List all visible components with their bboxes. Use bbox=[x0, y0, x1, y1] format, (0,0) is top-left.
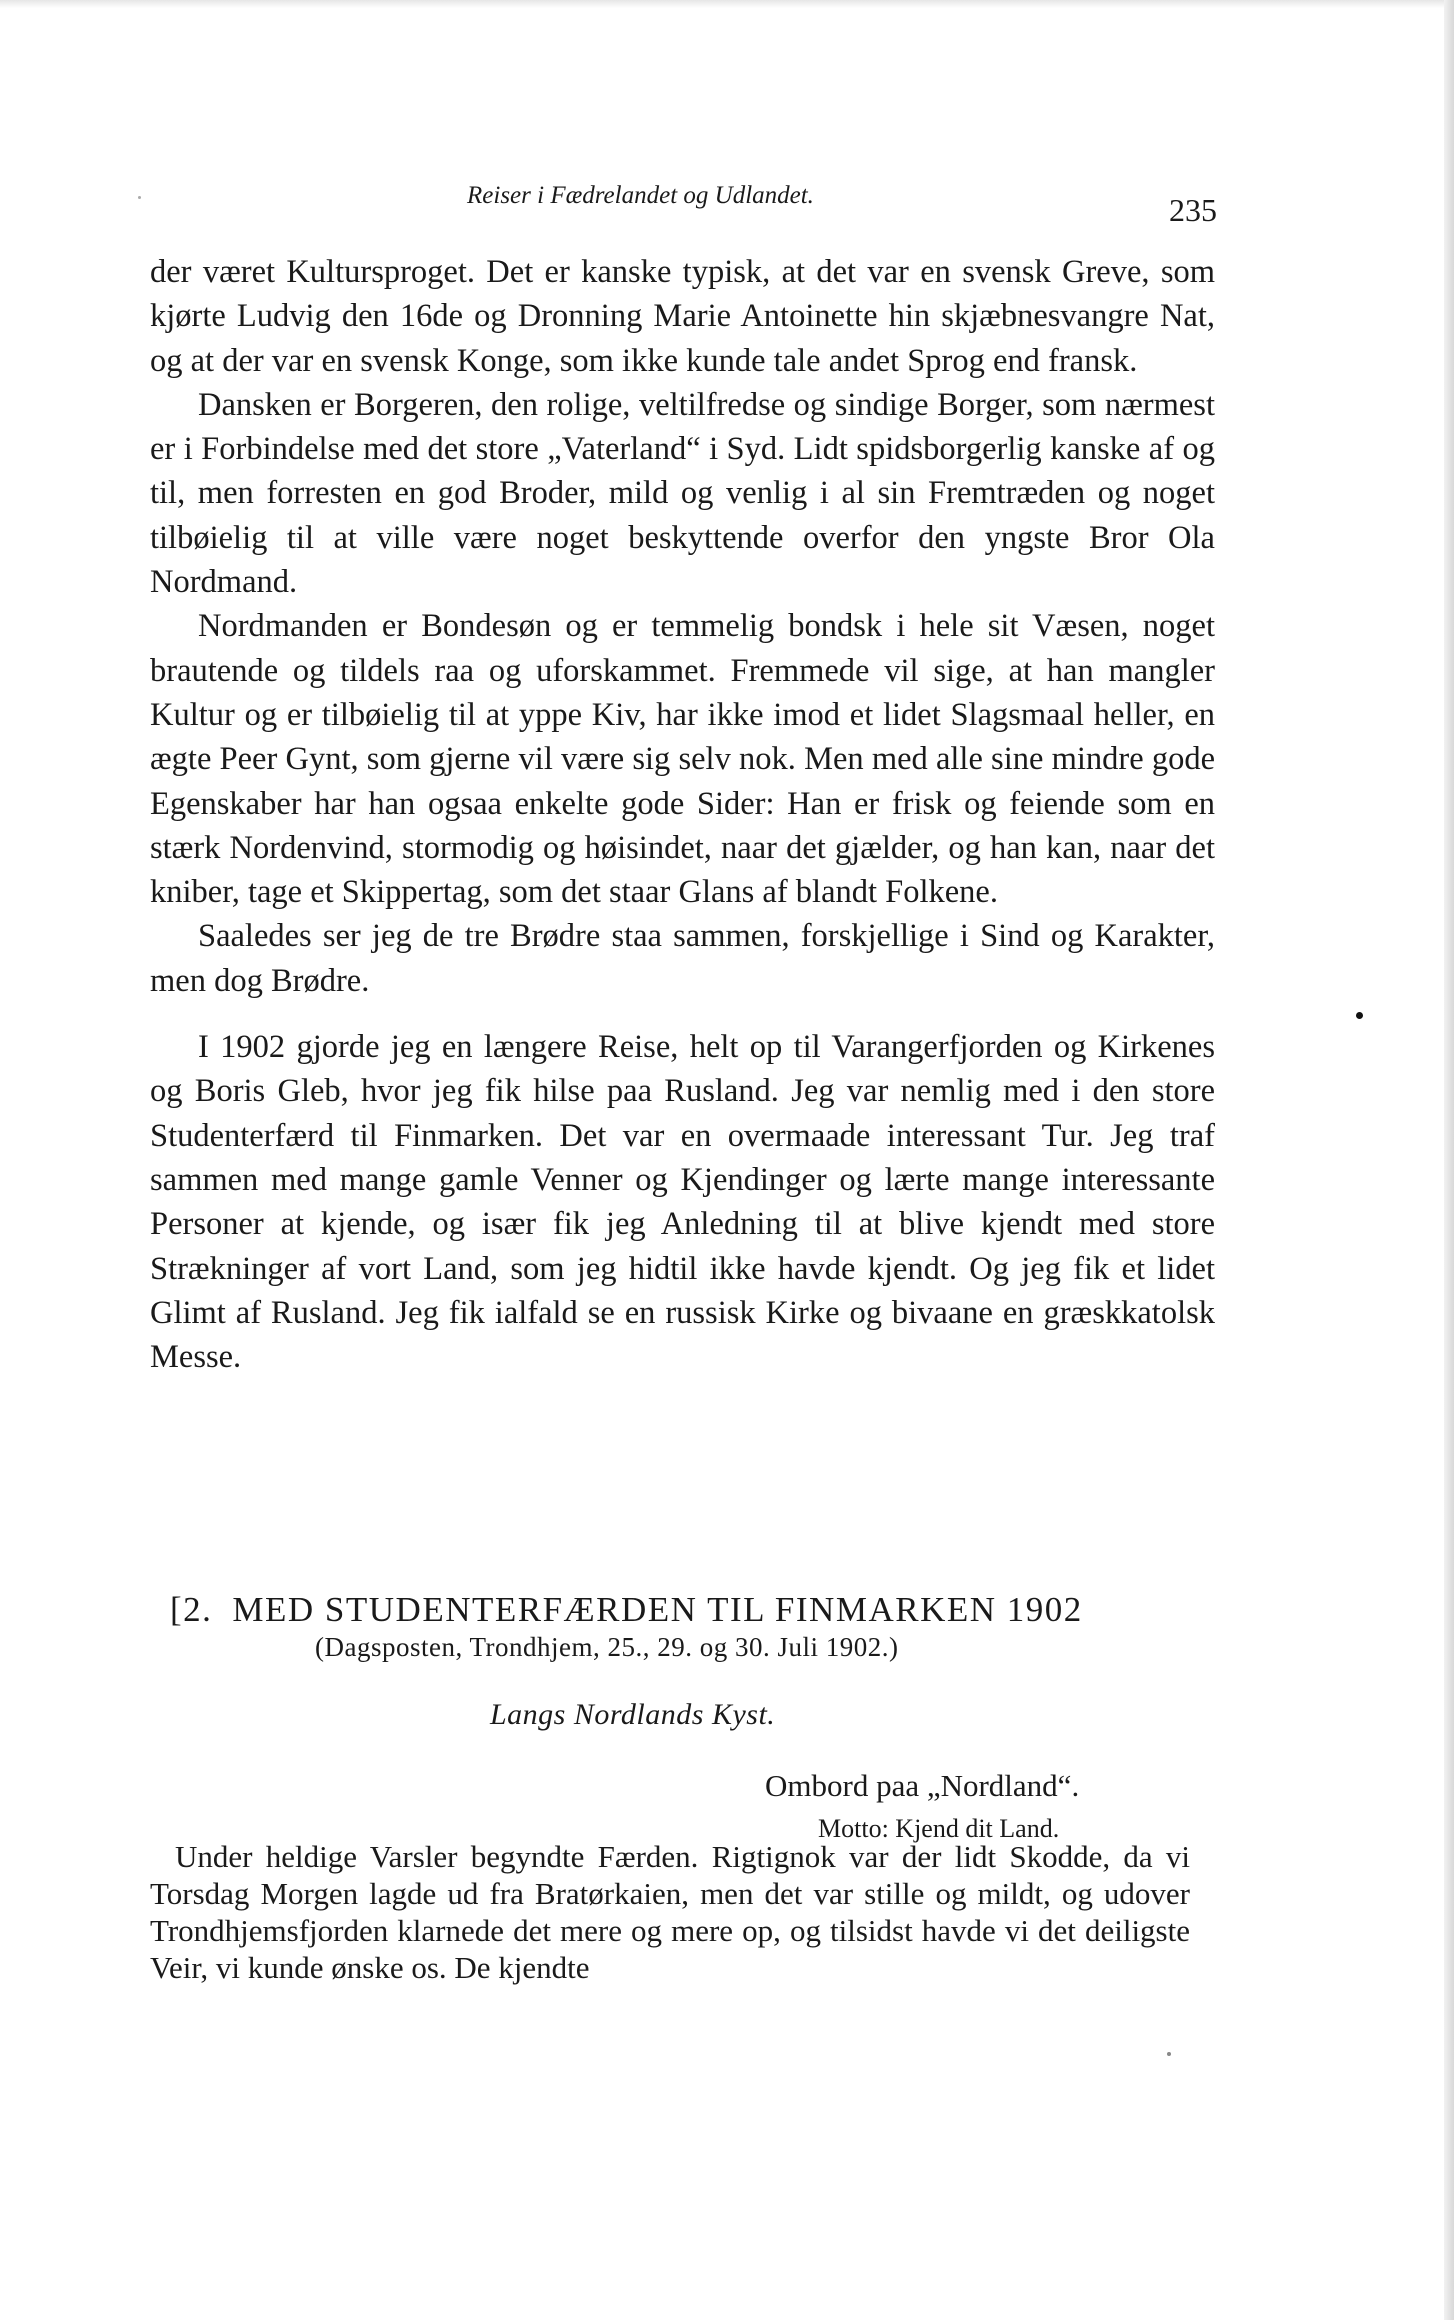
section-header bbox=[170, 1590, 1170, 1663]
section-number: [2. bbox=[170, 1590, 213, 1629]
paragraph: Dansken er Borgeren, den rolige, veltilfredse og sindige Borger, som nærmest er i Forbindelse med det store „Vaterland“ i Syd. Lidt spidsborgerlig kanske af og til, men forresten en god Broder, mild og venlig i al sin Fremtræden og noget tilbøielig til at ville være noget beskyttende overfor den yngste Bror Ola Nordmand. bbox=[150, 386, 1215, 601]
page-number: 235 bbox=[1169, 192, 1217, 228]
ink-speck bbox=[1356, 1012, 1363, 1019]
section-body bbox=[150, 1838, 1190, 1986]
running-title: Reiser i Fædrelandet og Udlandet. bbox=[467, 182, 814, 209]
ink-speck bbox=[1167, 2052, 1171, 2056]
dateline: Ombord paa „Nordland“. bbox=[765, 1768, 1080, 1803]
subheading: Langs Nordlands Kyst. bbox=[490, 1698, 776, 1731]
body-text bbox=[150, 250, 1215, 1379]
paragraph: der været Kultursproget. Det er kanske typisk, at det var en svensk Greve, som kjørte Ludvig den 16de og Dronning Marie Antoinette hin skjæbnesvangre Nat, og at der var en svensk Konge, som ikke kunde tale andet Sprog end fransk. bbox=[150, 254, 1215, 379]
paragraph: I 1902 gjorde jeg en længere Reise, helt op til Varangerfjorden og Kirkenes og Boris Gleb, hvor jeg fik hilse paa Rusland. Jeg var nemlig med i den store Studenterfærd til Finmarken. Det var en overmaade interessant Tur. Jeg traf sammen med mange gamle Venner og Kjendinger og lærte mange interessante Personer at kjende, og især fik jeg Anledning til at blive kjendt med store Strækninger af vort Land, som jeg hidtil ikke havde kjendt. Og jeg fik et lidet Glimt af Rusland. Jeg fik ialfald se en russisk Kirke og bivaane en græskkatolsk Messe. bbox=[150, 1029, 1215, 1376]
paragraph: Nordmanden er Bondesøn og er temmelig bondsk i hele sit Væsen, noget brautende og tildels raa og uforskammet. Fremmede vil sige, at han mangler Kultur og er tilbøielig til at yppe Kiv, har ikke imod et lidet Slagsmaal heller, en ægte Peer Gynt, som gjerne vil være sig selv nok. Men med alle sine mindre gode Egenskaber har han ogsaa enkelte gode Sider: Han er frisk og feiende som en stærk Nordenvind, stormodig og høisindet, naar det gjælder, og han kan, naar det kniber, tage et Skippertag, som det staar Glans af blandt Folkene. bbox=[150, 608, 1215, 911]
motto: Motto: Kjend dit Land. bbox=[818, 1814, 1060, 1843]
section-heading bbox=[170, 1590, 1170, 1630]
page-right-edge bbox=[1444, 0, 1454, 2320]
paragraph: Under heldige Varsler begyndte Færden. Rigtignok var der lidt Skodde, da vi Torsdag Morgen lagde ud fra Bratørkaien, men det var stille og mildt, og udover Trondhjemsfjorden klarnede det mere og mere op, og tilsidst havde vi det deiligste Veir, vi kunde ønske os. De kjendte bbox=[150, 1839, 1190, 1985]
page-header bbox=[152, 182, 1217, 226]
section-source: (Dagsposten, Trondhjem, 25., 29. og 30. Juli 1902.) bbox=[315, 1632, 899, 1662]
section-title: MED STUDENTERFÆRDEN TIL FINMARKEN 1902 bbox=[232, 1590, 1083, 1629]
ink-speck bbox=[138, 196, 141, 199]
paragraph: Saaledes ser jeg de tre Brødre staa sammen, forskjellige i Sind og Karakter, men dog Brødre. bbox=[150, 918, 1215, 999]
page-top-edge bbox=[0, 0, 1454, 8]
